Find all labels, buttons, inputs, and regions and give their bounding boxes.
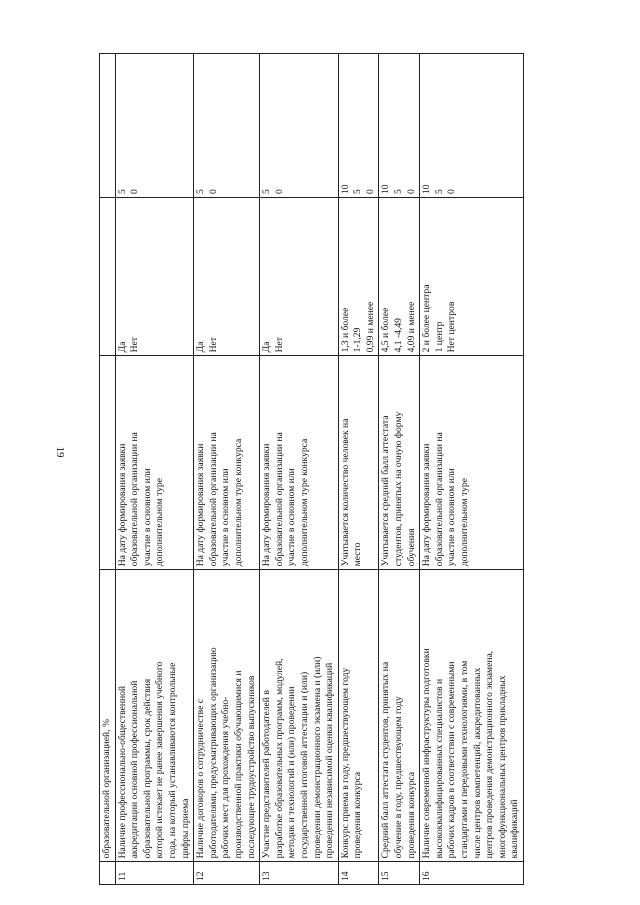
method-line: участие в основном или	[220, 468, 232, 567]
scores-cell	[194, 54, 260, 198]
indicator-line: высококвалифицированных специалистов и	[433, 678, 445, 859]
indicator-cell	[420, 570, 524, 862]
indicator-line: цифры приема	[179, 798, 191, 859]
scores-cell	[379, 54, 420, 198]
method-line: студентов, принятых на очную форму	[393, 411, 405, 567]
method-line: На дату формирования заявки	[261, 443, 273, 567]
indicator-line: разработке образовательных программ, модулей,	[273, 658, 285, 859]
indicator-line: производственной практики обучающимися и	[232, 670, 244, 859]
indicator-line: центров проведения демонстрационного экзамена,	[484, 650, 496, 859]
values-line: 4,09 и менее	[405, 301, 417, 353]
indicator-line: образовательной программы, срок действия	[141, 678, 153, 859]
indicator-cell	[194, 570, 260, 862]
indicator-line: Наличие профессионально-общественной	[116, 685, 128, 859]
method-line: Учитывается количество человек на	[339, 418, 351, 567]
method-line: На дату формирования заявки	[421, 443, 433, 567]
scores-line: 10	[339, 184, 351, 195]
values-line: 4,5 и более	[380, 307, 392, 353]
indicator-line: стандартами и передовыми технологиями, в том	[459, 660, 471, 859]
values-line: Нет	[207, 337, 219, 353]
scores-cell	[338, 54, 379, 198]
continuation-row	[100, 54, 116, 885]
indicator-line: Участие представителей работодателей в	[261, 690, 273, 859]
indicator-line: Конкурс приема в году, предшествующем году	[339, 667, 351, 859]
values-line: 2 и более центра	[421, 284, 433, 353]
row-number-cell: 12	[194, 862, 260, 885]
row-number-cell: 11	[115, 862, 194, 885]
indicator-line: методик и технологий и (или) проведении	[286, 686, 298, 859]
scores-line: 10	[421, 184, 433, 195]
scores-line: 5	[352, 189, 364, 195]
indicator-line: аккредитации основной профессиональной	[129, 680, 141, 859]
indicator-line: квалификаций	[509, 799, 521, 859]
row-number-cell: 14	[338, 862, 379, 885]
indicator-line: Наличие договоров о сотрудничестве с	[195, 699, 207, 859]
page-number: 19	[54, 446, 66, 458]
scores-line: 5	[433, 189, 445, 195]
scores-cell	[260, 54, 339, 198]
criteria-table	[99, 53, 524, 885]
method-cell	[338, 356, 379, 570]
values-line: Нет центров	[446, 301, 458, 353]
values-line: Нет	[129, 337, 141, 353]
table-row	[194, 54, 260, 885]
indicator-line: Наличие современной инфраструктуры подготовки	[421, 648, 433, 859]
scores-line: 0	[129, 189, 141, 195]
table-row	[115, 54, 194, 885]
method-line: На дату формирования заявки	[195, 443, 207, 567]
row-number-cell: 16	[420, 862, 524, 885]
table-row	[420, 54, 524, 885]
values-line: Да	[261, 341, 273, 353]
scores-line: 0	[405, 189, 417, 195]
method-line: дополнительном туре конкурса	[232, 438, 244, 567]
method-line: дополнительном туре	[154, 478, 166, 567]
scores-line: 0	[446, 189, 458, 195]
values-line: Да	[116, 341, 128, 353]
row-number-cell: 13	[260, 862, 339, 885]
values-cell	[338, 198, 379, 356]
values-line: Да	[195, 341, 207, 353]
scores-line: 5	[116, 189, 128, 195]
method-cell	[420, 356, 524, 570]
indicator-line: государственной итоговой аттестации и (или)	[298, 671, 310, 859]
indicator-cell	[379, 570, 420, 862]
indicator-line: числе центров компетенций, аккредитованных	[471, 667, 483, 859]
table-row	[338, 54, 379, 885]
values-line: 0,99 и менее	[364, 301, 376, 353]
scores-line: 0	[364, 189, 376, 195]
indicator-cell	[115, 570, 194, 862]
indicator-line: Средний балл аттестата студентов, принятых на	[380, 661, 392, 859]
indicator-line: проведения конкурса	[405, 771, 417, 859]
scores-line: 0	[207, 189, 219, 195]
indicator-cell	[338, 570, 379, 862]
indicator-cell	[260, 570, 339, 862]
table-row	[260, 54, 339, 885]
method-line: образовательной организации на	[433, 432, 445, 567]
method-cell	[260, 356, 339, 570]
scores-line: 5	[261, 189, 273, 195]
values-line: 4,1 -4,49	[393, 318, 405, 353]
scores-line: 5	[195, 189, 207, 195]
values-cell	[260, 198, 339, 356]
values-cell	[420, 198, 524, 356]
method-cell	[194, 356, 260, 570]
values-cell	[194, 198, 260, 356]
method-line: образовательной организации на	[273, 432, 285, 567]
indicator-line: которой истекает не ранее завершения учебного	[154, 661, 166, 859]
method-cell	[379, 356, 420, 570]
values-cell	[379, 198, 420, 356]
indicator-line: последующее трудоустройство выпускников	[245, 675, 257, 859]
values-line: 1-1,29	[352, 327, 364, 353]
indicator-line: проведении независимой оценки квалификаций	[324, 662, 336, 859]
scores-line: 10	[380, 184, 392, 195]
indicator-line: рабочих мест для прохождения учебно-	[220, 696, 232, 859]
continuation-cell: образовательной организацией, %	[100, 570, 116, 862]
indicator-line: многофункциональных центров прикладных	[496, 675, 508, 859]
scores-line: 0	[273, 189, 285, 195]
method-line: место	[352, 542, 364, 567]
method-line: участие в основном или	[446, 468, 458, 567]
method-line: Учитывается средний балл аттестата	[380, 415, 392, 567]
row-number-cell: 15	[379, 862, 420, 885]
method-line: На дату формирования заявки	[116, 443, 128, 567]
indicator-line: рабочих кадров в соответствии с современными	[446, 661, 458, 859]
indicator-line: работодателями, предусматривающих организацию	[207, 647, 219, 859]
method-line: обучения	[405, 528, 417, 567]
scores-cell	[420, 54, 524, 198]
method-line: участие в основном или	[286, 468, 298, 567]
method-line: участие в основном или	[141, 468, 153, 567]
indicator-line: проведении демонстрационного экзамена и (или)	[311, 656, 323, 859]
method-cell	[115, 356, 194, 570]
indicator-line: обучение в году, предшествующем году	[393, 696, 405, 859]
indicator-line: года, на который устанавливаются контрольные	[166, 662, 178, 859]
criteria-table-container	[99, 53, 521, 885]
values-line: 1,3 и более	[339, 307, 351, 353]
scores-cell	[115, 54, 194, 198]
values-line: 1 центр	[433, 321, 445, 353]
values-cell	[115, 198, 194, 356]
values-line: Нет	[273, 337, 285, 353]
scores-line: 5	[393, 189, 405, 195]
method-line: дополнительном туре конкурса	[298, 438, 310, 567]
method-line: образовательной организации на	[207, 432, 219, 567]
method-line: образовательной организации на	[129, 432, 141, 567]
table-row	[379, 54, 420, 885]
indicator-line: проведения конкурса	[352, 771, 364, 859]
method-line: дополнительном туре	[459, 478, 471, 567]
